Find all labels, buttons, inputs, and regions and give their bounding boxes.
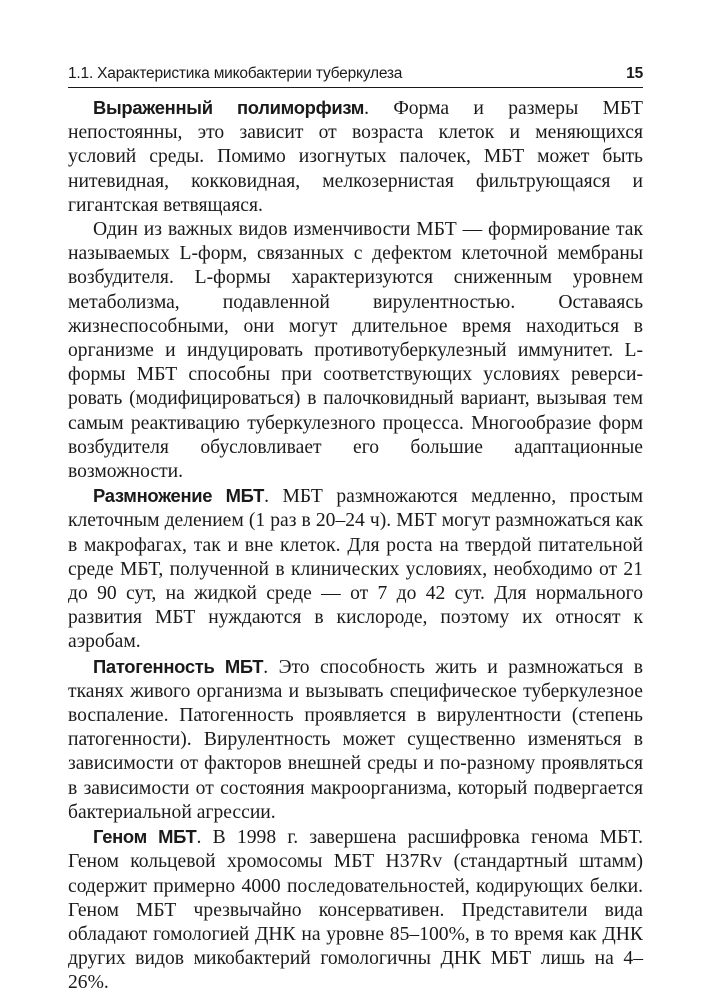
paragraph-text: . В 1998 г. завершена расшифровка генома МБТ. Геном кольцевой хромосомы МБТ H37Rv (стандартный штамм) содержит примерно 4000 последовательностей, кодирующих белки. Геном МБТ чрезвычайно консервативен. Представители вида обладают гомологией ДНК на уровне 85–100%, в то время как ДНК других видов микобактерий гомологичны ДНК МБТ лишь на 4–26%. — [68, 827, 643, 994]
paragraph-heading: Патогенность МБТ — [93, 655, 264, 677]
paragraph-text: Один из важных видов изменчивости МБТ — формирование так называемых L-форм, связанных с дефектом клеточной мембраны возбудителя. L-формы характеризуются сниженным уровнем метаболизма, подавленной вирулентностью. Оставаясь жизнеспособными, они могут длительное время находиться в организме и индуцировать противотуберкулезный иммунитет. L-формы МБТ способны при соответствующих условиях реверсировать (модифицироваться) в палочковидный вариант, вызывая тем самым реактивацию туберкулезного процесса. Многообразие форм возбудителя обусловливает его большие адаптационные возможности. — [68, 219, 643, 483]
paragraph-polymorphism — [68, 96, 643, 218]
paragraph-l-forms — [68, 218, 643, 484]
paragraph-text: . МБТ размножаются медленно, простым клеточным делением (1 раз в 20–24 ч). МБТ могут размножаться как в макрофагах, так и вне клеток. Для роста на твердой питательной среде МБТ, полученной в клинических условиях, необходимо от 21 до 90 сут, на жидкой среде — от 7 до 42 сут. Для нормального развития МБТ нуждаются в кислороде, поэтому их относят к аэробам. — [68, 486, 643, 653]
running-head — [68, 58, 643, 88]
paragraph-pathogenicity — [68, 655, 643, 825]
section-title: 1.1. Характеристика микобактерии туберкулеза — [68, 65, 403, 82]
paragraph-genome — [68, 825, 643, 995]
paragraph-reproduction — [68, 484, 643, 654]
paragraph-heading: Выраженный полиморфизм — [93, 97, 365, 118]
paragraph-heading: Размножение МБТ — [93, 485, 265, 507]
page-number: 15 — [626, 65, 643, 82]
paragraph-text: . Форма и размеры МБТ непостоянны, это зависит от возраста клеток и меняющихся условий среды. Помимо изогнутых палочек, МБТ может быть нитевидная, кокковидная, мелкозернистая фильтрующаяся и гигантская ветвящаяся. — [68, 98, 643, 216]
body-text — [68, 96, 643, 996]
paragraph-text: . Это способность жить и размножаться в тканях живого организма и вызывать специфическое туберкулезное воспаление. Патогенность проявляется в вирулентности (степень патогенности). Вирулентность может существенно изменяться в зависимости от факторов внешней среды и по-разному проявляться в зависимости от состояния макроорганизма, который подвергается бактериальной агрессии. — [68, 656, 643, 823]
paragraph-heading: Геном МБТ — [93, 826, 197, 848]
